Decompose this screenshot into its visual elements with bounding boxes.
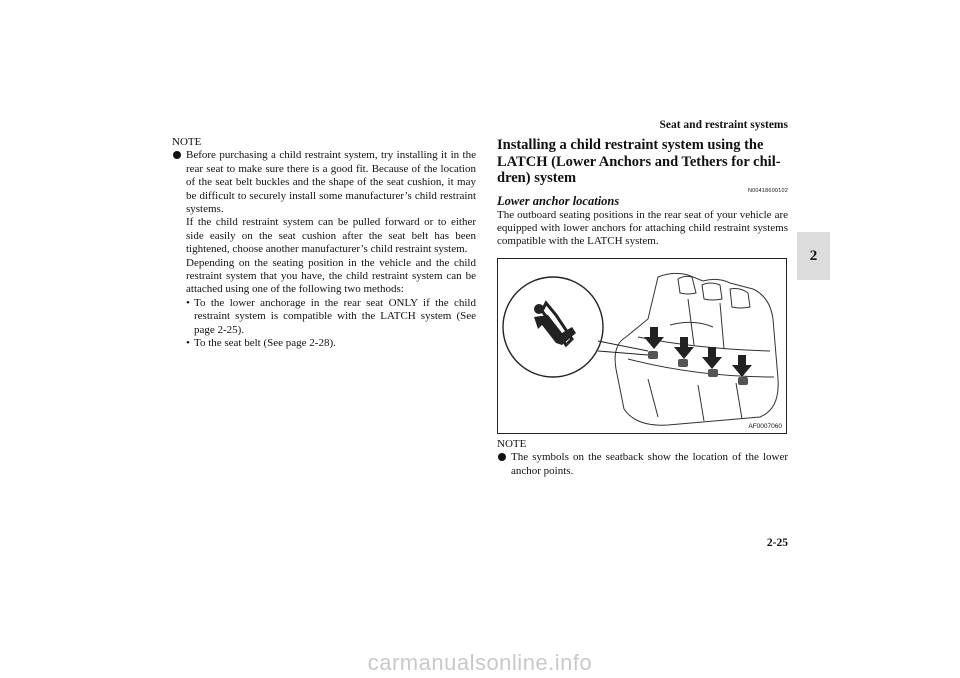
chapter-tab-number: 2 — [809, 247, 818, 264]
section-header: Seat and restraint systems — [659, 119, 788, 131]
anchor-arrows — [644, 327, 752, 377]
rear-seat-illustration — [498, 259, 786, 433]
page-number: 2-25 — [766, 537, 788, 549]
method-text: To the lower anchorage in the rear seat ONLY if the child restraint system is compatible with the LATCH system (See page 2-25). — [194, 296, 476, 336]
chapter-tab — [797, 232, 830, 280]
right-column-heading — [497, 137, 788, 249]
figure-code: AF0007060 — [748, 423, 782, 430]
method-text: To the seat belt (See page 2-28). — [194, 337, 336, 350]
note-text: The symbols on the seatback show the location of the lower anchor points. — [511, 451, 788, 477]
note-paragraph: Depending on the seating position in the vehicle and the child restraint system that you have, the child restraint system can be attached using one of the following two methods: — [186, 256, 476, 296]
note-label: NOTE — [497, 438, 527, 450]
note-bullet — [172, 149, 476, 350]
note-paragraph: If the child restraint system can be pulled forward or to either side easily on the seat cushion after the seat belt has been tightened, choose another manufacturer’s child restraint system. — [186, 216, 476, 256]
subsection-title: Lower anchor locations — [497, 193, 620, 208]
note-label: NOTE — [172, 136, 202, 148]
section-title: Installing a child restraint system using the LATCH (Lower Anchors and Tethers for chil- dren) system — [497, 137, 781, 186]
document-code: N00418600102 — [747, 187, 788, 194]
method-item: • To the lower anchorage in the rear seat ONLY if the child restraint system is compatible with the LATCH system (See page 2-25). — [186, 296, 476, 336]
watermark: carmanualsonline.info — [367, 650, 593, 675]
method-item: • To the seat belt (See page 2-28). — [186, 337, 476, 350]
bullet-icon — [172, 149, 186, 350]
latch-figure — [497, 258, 787, 434]
note-paragraph: Before purchasing a child restraint system, try installing it in the rear seat to make sure there is a good fit. Because of the location of the seat belt buckles and the shape of the seat cushion, it may be difficult to securely install some manufacturer’s child restraint systems. — [186, 149, 476, 216]
right-note — [497, 438, 788, 478]
bullet-icon — [497, 451, 511, 478]
note-bullet — [497, 451, 788, 478]
left-column — [172, 136, 476, 351]
body-text: The outboard seating positions in the rear seat of your vehicle are equipped with lower anchors for attaching child restraint systems compatible with the LATCH system. — [497, 208, 788, 248]
